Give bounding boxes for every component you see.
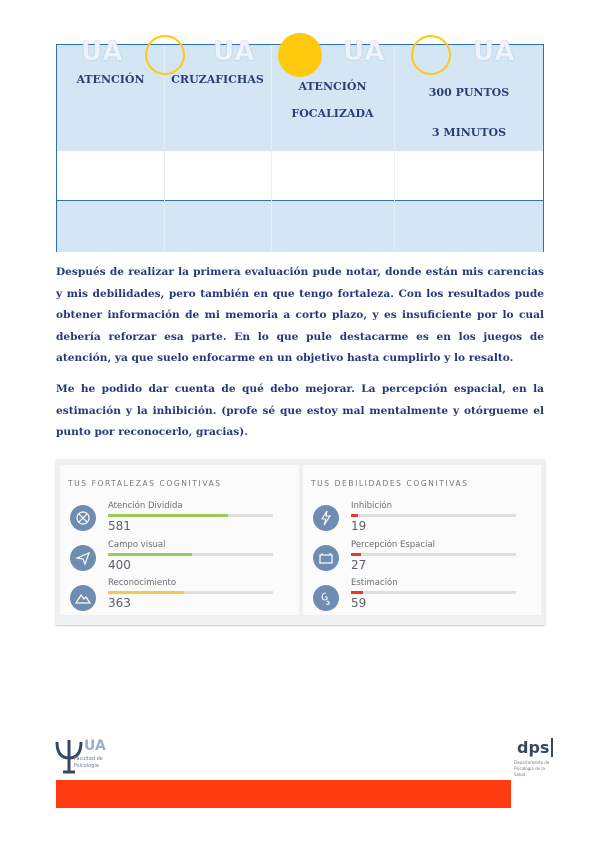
target-icon: [70, 505, 96, 531]
column-header-cruzafichas: CRUZAFICHAS: [171, 73, 264, 86]
weakness-bar: [351, 514, 516, 517]
weaknesses-title: TUS DEBILIDADES COGNITIVAS: [311, 479, 469, 488]
weaknesses-panel: [303, 465, 541, 615]
circle-outline-icon: [145, 35, 185, 75]
column-header-atencion-focalizada: ATENCIÓN FOCALIZADA: [291, 80, 374, 120]
circle-filled-icon: [278, 33, 322, 77]
strength-name: Atención Dividida: [108, 501, 183, 511]
reflection-paragraph-1: Después de realizar la primera evaluación pude notar, donde están mis carencias y mis debilidades, pero también en que tengo fortaleza. Con los resultados pude obtener información de mi memoria a corto plazo, y es insuficiente por lo cual debería reforzar esa parte. En lo que pule destacarme es en los juegos de atención, ya que suelo enfocarme en un objetivo hasta cumplirlo y lo resalto.: [56, 266, 544, 364]
ua-watermark: UA: [343, 37, 386, 67]
circle-outline-icon: [411, 35, 451, 75]
reflection-paragraph-2: Me he podido dar cuenta de qué debo mejorar. La percepción espacial, en la estimación y la inhibición. (profe sé que estoy mal mentalmente y otórgueme el punto por reconocerlo, gracias).: [56, 383, 544, 438]
table-row: [57, 201, 543, 252]
strength-value: 400: [108, 558, 131, 572]
weakness-bar: [351, 553, 516, 556]
ua-watermark: UA: [213, 37, 256, 67]
table-row: [57, 151, 543, 201]
weakness-bar: [351, 591, 516, 594]
ua-watermark: UA: [81, 37, 124, 67]
strengths-panel: [60, 465, 299, 615]
weakness-name: Percepción Espacial: [351, 540, 435, 550]
strength-bar: [108, 591, 273, 594]
strength-name: Reconocimiento: [108, 578, 177, 588]
activity-table: [56, 37, 544, 252]
column-header-puntos: 300 PUNTOS 3 MINUTOS: [428, 86, 510, 139]
footer-bar: [56, 780, 511, 808]
strengths-title: TUS FORTALEZAS COGNITIVAS: [68, 479, 222, 488]
strength-bar: [108, 514, 273, 517]
weakness-value: 19: [351, 519, 367, 533]
strength-name: Campo visual: [108, 540, 166, 550]
ua-psychology-logo: UA Facultad de Psicología: [54, 738, 114, 774]
dps-logo: dps Departamento de Psicología de la Salud: [514, 738, 554, 776]
swirl-icon: [313, 585, 339, 611]
strength-value: 581: [108, 519, 131, 533]
paper-plane-icon: [70, 545, 96, 571]
weakness-name: Inhibición: [351, 501, 393, 511]
lightning-icon: [313, 505, 339, 531]
mountain-icon: [70, 585, 96, 611]
column-header-atencion: ATENCIÓN: [76, 73, 145, 86]
weakness-value: 27: [351, 558, 367, 572]
box-icon: [313, 545, 339, 571]
strength-bar: [108, 553, 273, 556]
ua-watermark: UA: [473, 37, 516, 67]
weakness-name: Estimación: [351, 578, 398, 588]
strength-value: 363: [108, 596, 131, 610]
cognitive-dashboard: [56, 459, 545, 625]
weakness-value: 59: [351, 596, 367, 610]
